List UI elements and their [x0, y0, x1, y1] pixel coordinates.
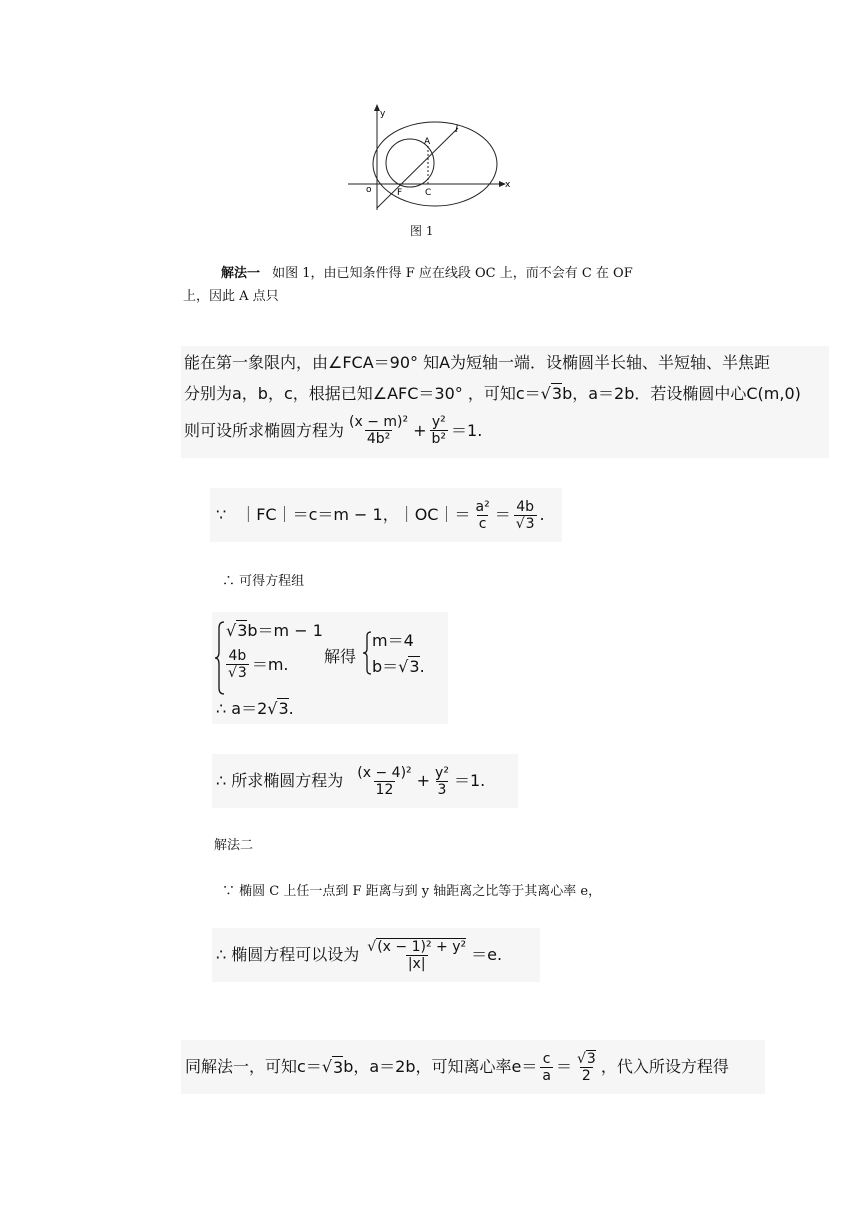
block4-text: ∴ 椭圆方程可以设为 [216, 945, 360, 964]
fraction-2 [430, 414, 449, 447]
system-eq2-end: ＝m. [251, 654, 289, 674]
block5-equals: ＝ [555, 1057, 572, 1076]
block5-fraction-1-den: a [542, 1067, 551, 1084]
method1-paragraph [221, 264, 633, 284]
point-a-label: A [424, 137, 431, 147]
therefore-line-1: ∴ 可得方程组 [222, 574, 305, 589]
right-brace-icon [362, 630, 372, 676]
block4-fraction-num: √(x − 1)² + y² [367, 938, 467, 955]
block3-plus: + [416, 771, 431, 790]
result-b-text: b＝ [372, 657, 399, 676]
result-m: m＝4 [372, 631, 414, 650]
derivation-block-3 [212, 754, 518, 808]
block2-fraction-2 [514, 499, 537, 532]
method1-line2: 上，因此 A 点只 [183, 289, 279, 304]
plus-sign: + [413, 420, 427, 440]
system-eq2-den: √3 [228, 665, 247, 681]
system-eq1-sqrt: 3 [237, 621, 248, 640]
sqrt-symbol: √ [540, 384, 551, 403]
fraction-2-den: b² [431, 431, 447, 447]
block5-sqrt-symbol: √ [321, 1057, 333, 1076]
block5-text-c: b，a＝2b，可知离心率e＝ [343, 1057, 538, 1076]
method2-heading: 解法二 [214, 838, 254, 853]
block4-fraction [365, 939, 468, 972]
fraction-1 [347, 414, 410, 447]
conclusion-a-sqrt: 3 [278, 699, 289, 718]
result-b-sqrt: 3 [409, 657, 420, 676]
conclusion-a-text: ∴ a＝2 [216, 699, 268, 718]
method2-line1: ∵ 椭圆 C 上任一点到 F 距离与到 y 轴距离之比等于其离心率 e， [222, 884, 602, 899]
conclusion-a-end: . [288, 699, 294, 718]
block1-line2-text-c: b，a＝2b．若设椭圆中心C(m,0) [562, 384, 801, 403]
block3-fraction-1 [355, 765, 413, 798]
block5-fraction-2-num: √3 [576, 1050, 596, 1067]
solve-label: 解得 [324, 647, 357, 666]
block5-text-a: 同解法一，可知c＝ [185, 1057, 322, 1076]
block5-fraction-1-num: c [542, 1050, 551, 1067]
block3-fraction-2-num: y² [435, 764, 449, 781]
point-c-label: C [425, 188, 432, 198]
figure-ellipse-diagram [340, 100, 520, 220]
block5-sqrt: 3 [333, 1057, 344, 1077]
derivation-block-2 [210, 488, 562, 542]
block1-line2-text-a: 分别为a，b，c，根据已知∠AFC＝30° ，可知c＝ [184, 384, 541, 403]
block2-equals: ＝ [494, 505, 511, 524]
block2-fraction-1-num: a² [475, 498, 490, 515]
left-brace-icon [214, 620, 226, 696]
block2-fraction-1-den: c [478, 515, 487, 532]
axis-y-label: y [380, 109, 386, 119]
equation-system-block [212, 612, 448, 724]
derivation-block-4 [212, 928, 540, 982]
block2-fraction-2-num: 4b [516, 498, 535, 515]
system-eq-1: √3b＝m − 1 [226, 621, 323, 640]
axis-x-label: x [505, 180, 511, 190]
derivation-block-1 [181, 346, 829, 458]
method1-heading: 解法一 [221, 266, 261, 281]
block5-fraction-2-den: 2 [581, 1067, 591, 1084]
block5-fraction-2-num-sqrt: 3 [586, 1050, 596, 1067]
block5-fraction-1 [540, 1051, 553, 1084]
block2-end: . [539, 505, 545, 524]
block3-fraction-2 [433, 765, 451, 798]
equation-end: ＝1. [451, 420, 483, 440]
because-symbol: ∵ [216, 505, 227, 524]
point-f-label: F [397, 188, 403, 198]
fraction-1-den: 4b² [366, 431, 391, 447]
system-eq1-text: b＝m − 1 [247, 621, 323, 640]
block1-line3 [184, 414, 482, 447]
block2-text: ｜FC｜＝c＝m − 1，｜OC｜＝ [240, 505, 471, 524]
block1-line2-sqrt: 3 [551, 384, 563, 403]
figure-caption: 图 1 [410, 224, 434, 238]
block3-text: ∴ 所求椭圆方程为 [216, 771, 344, 790]
block2-fraction-1 [473, 499, 491, 532]
line-l-label: l [455, 124, 459, 135]
block3-end: ＝1. [453, 771, 486, 790]
method1-line1: 如图 1，由已知条件得 F 应在线段 OC 上，而不会有 C 在 OF [272, 266, 633, 281]
block5-end: ，代入所设方程得 [600, 1057, 729, 1076]
block1-line2 [184, 383, 801, 405]
derivation-block-5 [181, 1040, 765, 1094]
system-eq-2 [226, 648, 289, 681]
block4-end: ＝e. [471, 945, 503, 964]
origin-label: o [366, 185, 372, 195]
block1-line1: 能在第一象限内，由∠FCA＝90° 知A为短轴一端．设椭圆半长轴、半短轴、半焦距 [184, 353, 771, 372]
block4-fraction-den: |x| [407, 955, 426, 972]
fraction-1-num: (x − m)² [349, 414, 409, 430]
block3-fraction-1-den: 12 [375, 781, 394, 798]
block4-num-sqrt: (x − 1)² + y² [377, 938, 467, 955]
block1-line3-text: 则可设所求椭圆方程为 [184, 420, 345, 440]
conclusion-a: ∴ a＝2√3. [216, 699, 294, 718]
system-eq2-fraction [226, 648, 249, 681]
result-b: b＝√3. [372, 657, 425, 676]
block2-sqrt: 3 [525, 515, 535, 532]
system-eq2-num: 4b [228, 648, 247, 664]
system-eq2-den-sqrt: 3 [237, 665, 247, 681]
block5-fraction-2 [575, 1051, 598, 1084]
block3-fraction-2-den: 3 [437, 781, 447, 798]
block3-fraction-1-num: (x − 4)² [357, 764, 412, 781]
block2-fraction-2-den: √3 [515, 515, 535, 532]
fraction-2-num: y² [431, 414, 446, 430]
result-b-end: . [419, 657, 425, 676]
